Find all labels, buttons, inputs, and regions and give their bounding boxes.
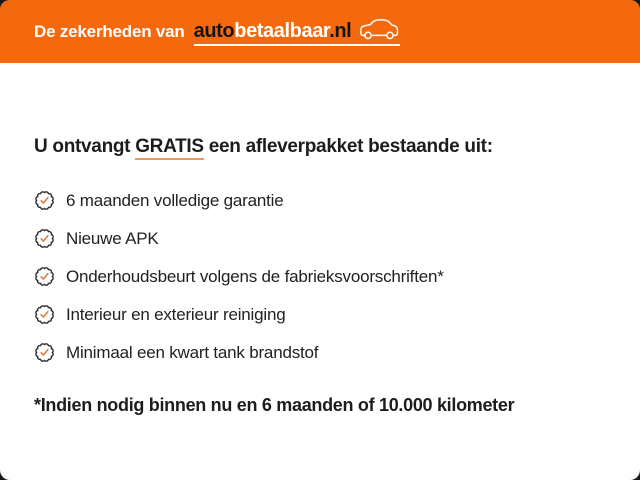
car-outline-icon <box>358 17 400 41</box>
header-title: De zekerheden van <box>34 21 185 41</box>
benefits-list <box>34 189 610 365</box>
benefit-label: 6 maanden volledige garantie <box>66 190 284 210</box>
header-banner <box>0 0 640 63</box>
benefit-label: Interieur en exterieur reiniging <box>66 304 286 324</box>
brand-logo <box>194 17 401 46</box>
heading-post: een afleverpakket bestaande uit: <box>203 136 493 157</box>
list-item <box>34 341 610 365</box>
logo-part-auto: auto <box>193 20 235 42</box>
badge-check-icon <box>34 342 55 363</box>
list-item <box>34 303 610 327</box>
benefit-label: Onderhoudsbeurt volgens de fabrieksvoorschriften* <box>66 266 444 286</box>
footnote: *Indien nodig binnen nu en 6 maanden of 10.000 kilometer <box>34 394 515 415</box>
badge-check-icon <box>34 304 55 325</box>
content-area <box>0 136 640 416</box>
list-item <box>34 189 610 213</box>
gratis-highlight: GRATIS <box>135 136 204 160</box>
page-title <box>34 136 610 159</box>
badge-check-icon <box>34 228 55 249</box>
badge-check-icon <box>34 190 55 211</box>
brand-logo-text <box>194 21 352 41</box>
list-item <box>34 265 610 289</box>
logo-part-nl: .nl <box>329 20 352 42</box>
badge-check-icon <box>34 266 55 287</box>
heading-pre: U ontvangt <box>34 136 136 157</box>
benefit-label: Minimaal een kwart tank brandstof <box>66 342 319 362</box>
logo-part-betaalbaar: betaalbaar <box>234 20 330 42</box>
list-item <box>34 227 610 251</box>
benefit-label: Nieuwe APK <box>66 228 159 248</box>
